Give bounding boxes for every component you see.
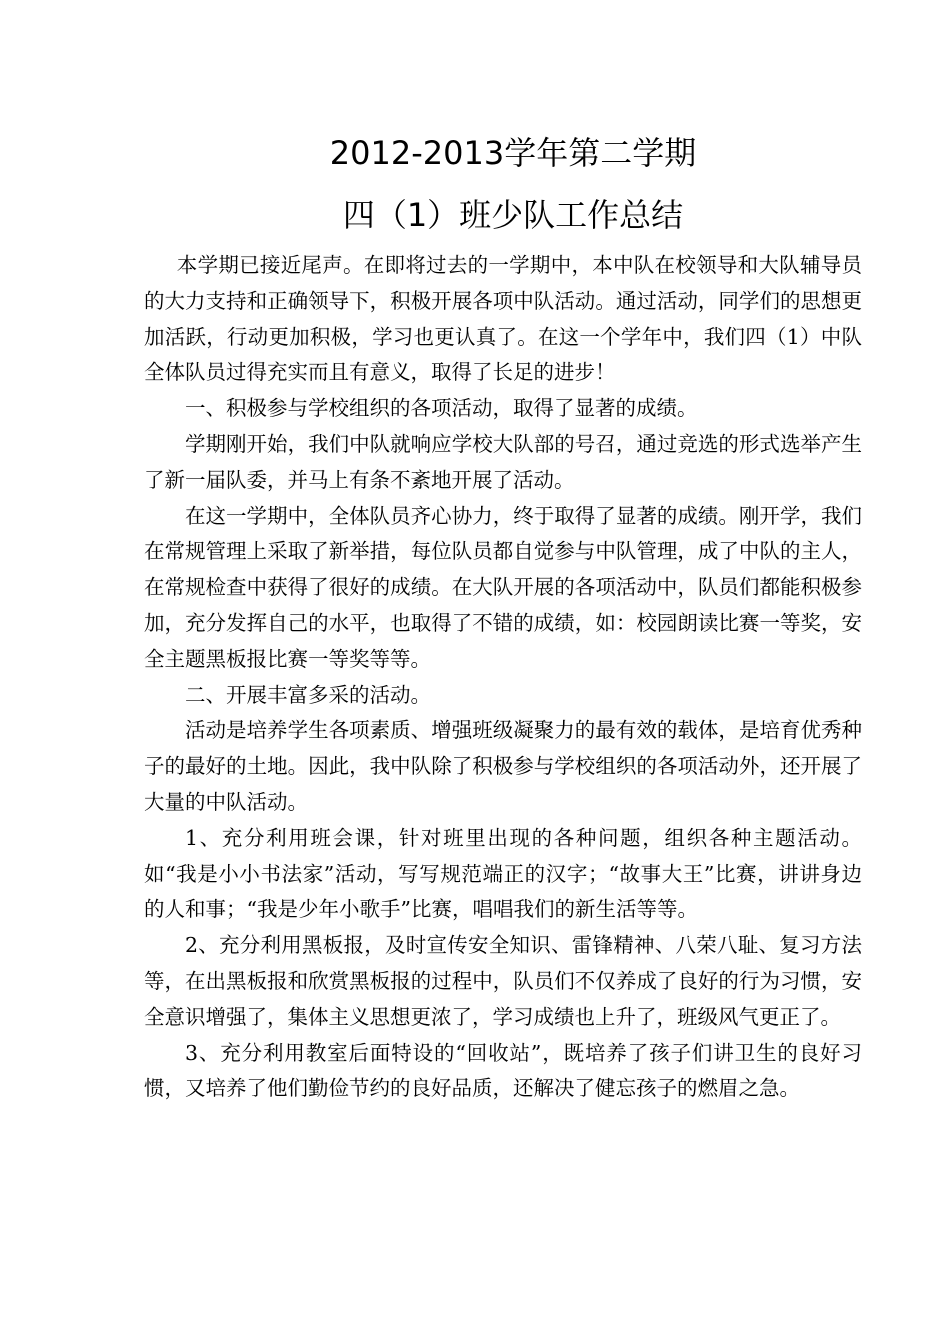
paragraph: 学期刚开始，我们中队就响应学校大队部的号召，通过竞选的形式选举产生了新一届队委，并马上有条不紊地开展了活动。 (144, 431, 862, 492)
paragraph: 在这一学期中，全体队员齐心协力，终于取得了显著的成绩。刚开学，我们在常规管理上采取了新举措，每位队员都自觉参与中队管理，成了中队的主人，在常规检查中获得了很好的成绩。在大队开展的各项活动中，队员们都能积极参加，充分发挥自己的水平，也取得了不错的成绩，如：校园朗读比赛一等奖，安全主题黑板报比赛一等奖等等。 (144, 503, 862, 671)
section-heading-1: 一、积极参与学校组织的各项活动，取得了显著的成绩。 (185, 396, 698, 421)
document-title-line1: 2012-2013学年第二学期 (329, 134, 697, 172)
section-heading-2: 二、开展丰富多采的活动。 (185, 682, 431, 707)
list-item: 2、充分利用黑板报，及时宣传安全知识、雷锋精神、八荣八耻、复习方法等，在出黑板报和欣赏黑板报的过程中，队员们不仅养成了良好的行为习惯，安全意识增强了，集体主义思想更浓了，学习成绩也上升了，班级风气更正了。 (144, 933, 862, 1029)
list-item: 3、充分利用教室后面特设的“回收站”，既培养了孩子们讲卫生的良好习惯，又培养了他们勤俭节约的良好品质，还解决了健忘孩子的燃眉之急。 (144, 1040, 862, 1101)
intro-paragraph: 本学期已接近尾声。在即将过去的一学期中，本中队在校领导和大队辅导员的大力支持和正确领导下，积极开展各项中队活动。通过活动，同学们的思想更加活跃，行动更加积极，学习也更认真了。在这一个学年中，我们四（1）中队全体队员过得充实而且有意义，取得了长足的进步！ (144, 253, 862, 385)
paragraph: 活动是培养学生各项素质、增强班级凝聚力的最有效的载体，是培育优秀种子的最好的土地。因此，我中队除了积极参与学校组织的各项活动外，还开展了大量的中队活动。 (144, 718, 862, 814)
document-title-line2: 四（1）班少队工作总结 (342, 196, 684, 234)
list-item: 1、充分利用班会课，针对班里出现的各种问题，组织各种主题活动。如“我是小小书法家”活动，写写规范端正的汉字；“故事大王”比赛，讲讲身边的人和事；“我是少年小歌手”比赛，唱唱我们的新生活等等。 (144, 825, 862, 922)
